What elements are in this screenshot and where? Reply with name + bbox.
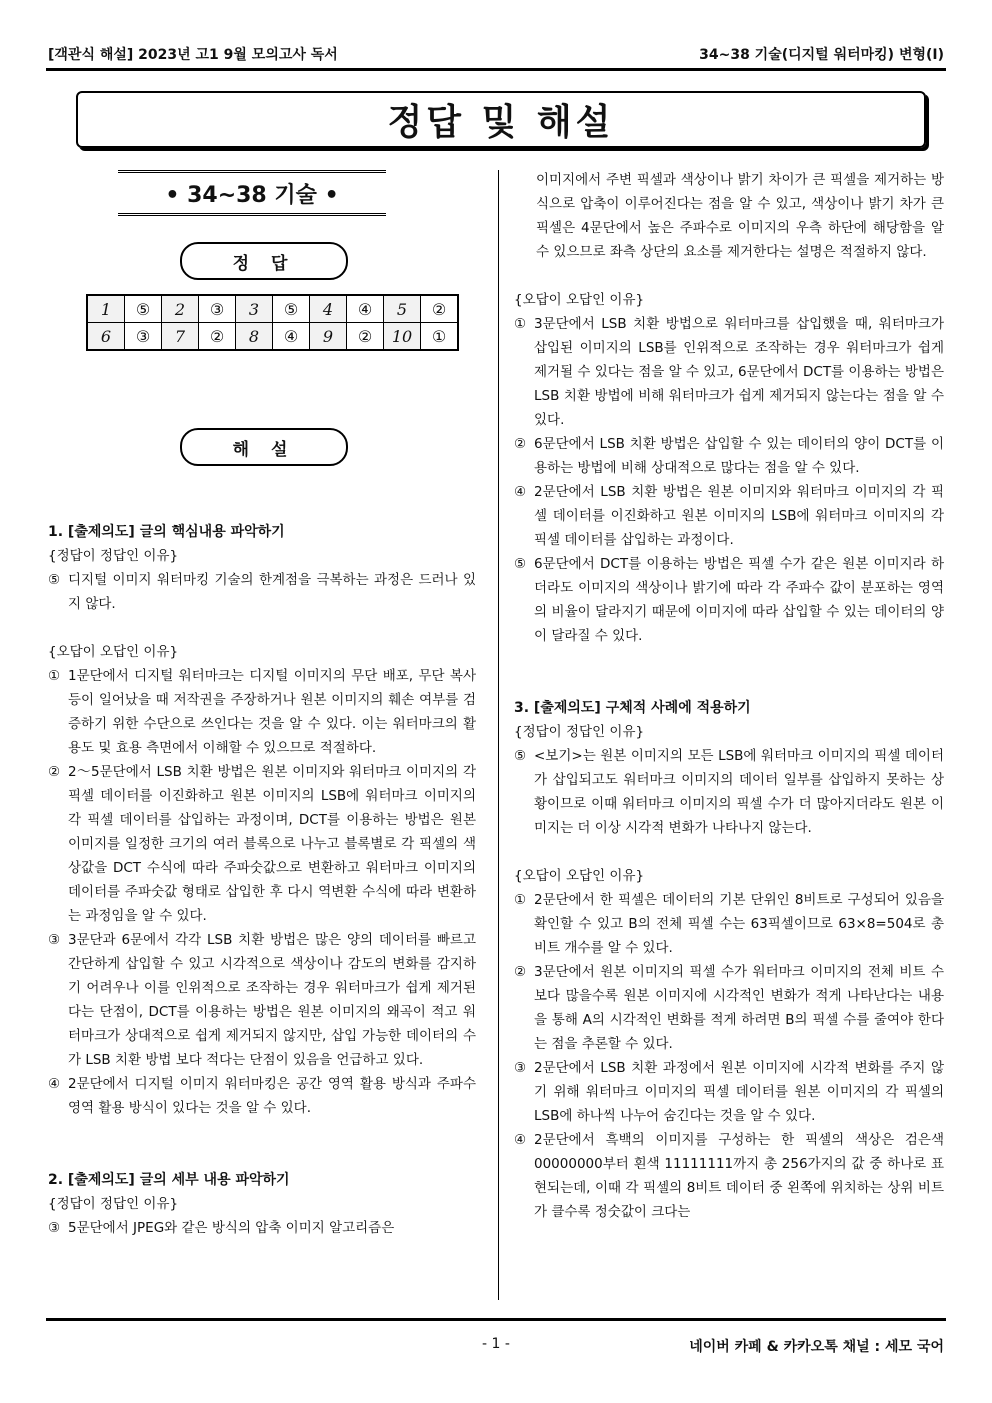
section-title: • 34~38 기술 • <box>118 170 386 216</box>
answer-choice: ⑤ <box>273 295 310 323</box>
explanation-text: 2문단에서 LSB 치환 과정에서 원본 이미지에 시각적 변화를 주지 않기 위해 워터마크 이미지의 픽셀 데이터를 원본 이미지의 각 픽셀의 LSB에 하나씩 나누어 숨긴다는 것을 알 수 있다. <box>534 1060 944 1124</box>
choice-mark: ① <box>514 892 527 908</box>
choice-mark: ② <box>514 964 527 980</box>
answer-number: 2 <box>162 295 199 323</box>
explanation-text: 2문단에서 한 픽셀은 데이터의 기본 단위인 8비트로 구성되어 있음을 확인할 수 있고 B의 전체 픽셀 수는 63픽셀이므로 63×8=504로 총 비트 개수를 알 수 있다. <box>534 892 944 956</box>
wrong-reason-label: {오답이 오답인 이유} <box>514 868 645 884</box>
page-title: 정답 및 해설 <box>76 91 926 148</box>
answer-number: 5 <box>384 295 421 323</box>
explanation-text: 6문단에서 DCT를 이용하는 방법은 픽셀 수가 같은 원본 이미지라 하더라도 이미지의 색상이나 밝기에 따라 각 주파수 값이 분포하는 영역의 비율이 달라지기 때문에 이미지에 따라 삽입할 수 있는 데이터의 양이 달라질 수 있다. <box>534 556 944 644</box>
top-rule <box>46 68 946 71</box>
answer-choice: ⑤ <box>125 295 162 323</box>
answer-choice: ③ <box>199 295 236 323</box>
correct-reason-label: {정답이 정답인 이유} <box>514 724 645 740</box>
answer-choice: ② <box>347 323 384 351</box>
answer-row <box>87 295 458 323</box>
answer-choice: ④ <box>273 323 310 351</box>
header-right: 34~38 기술(디지털 워터마킹) 변형(I) <box>699 47 944 63</box>
explanation-text: 6문단에서 LSB 치환 방법은 삽입할 수 있는 데이터의 양이 DCT를 이용하는 방법에 비해 상대적으로 많다는 점을 알 수 있다. <box>534 436 944 476</box>
question-1-title: 1. [출제의도] 글의 핵심내용 파악하기 <box>48 524 285 540</box>
choice-mark: ① <box>514 316 527 332</box>
list-item <box>48 760 476 928</box>
answer-table <box>86 294 459 351</box>
list-item <box>48 1216 476 1240</box>
explanation-text: 3문단에서 LSB 치환 방법으로 워터마크를 삽입했을 때, 워터마크가 삽입된 이미지의 LSB를 인위적으로 조작하는 경우 워터마크가 쉽게 제거될 수 있다는 점을 알 수 있고, 6문단에서 DCT를 이용하는 방법은 LSB 치환 방법에 비해 워터마크가 쉽게 제거되지 않는다는 점을 알 수 있다. <box>534 316 944 428</box>
choice-mark: ③ <box>48 1220 61 1236</box>
answer-label: 정 답 <box>180 242 348 280</box>
correct-reason-label: {정답이 정답인 이유} <box>48 548 179 564</box>
choice-mark: ④ <box>48 1076 61 1092</box>
bottom-rule <box>46 1318 946 1321</box>
question-3-title: 3. [출제의도] 구체적 사례에 적용하기 <box>514 700 751 716</box>
list-item <box>48 568 476 616</box>
question-2-title: 2. [출제의도] 글의 세부 내용 파악하기 <box>48 1172 290 1188</box>
list-item <box>514 744 944 840</box>
column-divider <box>498 170 499 1300</box>
answer-number: 7 <box>162 323 199 351</box>
list-item <box>514 888 944 960</box>
answer-choice: ④ <box>347 295 384 323</box>
answer-choice: ③ <box>125 323 162 351</box>
page-number: - 1 - <box>482 1336 510 1352</box>
wrong-reason-label: {오답이 오답인 이유} <box>48 644 179 660</box>
explanation-text: 3문단에서 원본 이미지의 픽셀 수가 워터마크 이미지의 전체 비트 수보다 많을수록 원본 이미지에 시각적인 변화가 적게 나타난다는 내용을 통해 A의 시각적인 변화를 적게 하려면 B의 픽셀 수를 줄여야 한다는 점을 추론할 수 있다. <box>534 964 944 1052</box>
answer-number: 3 <box>236 295 273 323</box>
explanation-text: 2문단에서 디지털 이미지 워터마킹은 공간 영역 활용 방식과 주파수 영역 활용 방식이 있다는 것을 알 수 있다. <box>68 1076 476 1116</box>
footer-credit: 네이버 카페 & 카카오톡 채널 : 세모 국어 <box>689 1339 944 1355</box>
correct-reason-label: {정답이 정답인 이유} <box>48 1196 179 1212</box>
list-item <box>514 960 944 1056</box>
answer-number: 1 <box>87 295 125 323</box>
answer-choice: ② <box>421 295 459 323</box>
answer-number: 6 <box>87 323 125 351</box>
explanation-text: 2～5문단에서 LSB 치환 방법은 원본 이미지와 워터마크 이미지의 각 픽셀 데이터를 이진화하고 원본 이미지의 LSB에 워터마크 이미지의 각 픽셀 데이터를 삽입하는 과정이며, DCT를 이용하는 방법은 원본 이미지를 일정한 크기의 여러 블록으로 나누고 블록별로 각 픽셀의 색상값을 DCT 수식에 따라 주파숫값으로 변환하고 워터마크 이미지의 데이터를 주파숫값 형태로 삽입한 후 다시 역변환 수식에 따라 변환하는 과정임을 알 수 있다. <box>68 764 476 924</box>
continued-text: 이미지에서 주변 픽셀과 색상이나 밝기 차이가 큰 픽셀을 제거하는 방식으로 압축이 이루어진다는 점을 알 수 있고, 색상이나 밝기 차가 큰 픽셀은 4문단에서 높은 주파수로 이미지의 우측 하단에 해당함을 알 수 있으므로 좌측 상단의 요소를 제거한다는 설명은 적절하지 않다. <box>536 172 944 260</box>
left-column <box>48 520 476 1240</box>
list-item <box>514 552 944 648</box>
list-item <box>514 312 944 432</box>
choice-mark: ③ <box>48 932 61 948</box>
list-item <box>48 664 476 760</box>
choice-mark: ④ <box>514 484 527 500</box>
list-item <box>48 1072 476 1120</box>
answer-row <box>87 323 458 351</box>
choice-mark: ⑤ <box>48 572 61 588</box>
explanation-label: 해 설 <box>180 428 348 466</box>
wrong-reason-label: {오답이 오답인 이유} <box>514 292 645 308</box>
choice-mark: ④ <box>514 1132 527 1148</box>
list-item <box>514 432 944 480</box>
choice-mark: ⑤ <box>514 556 527 572</box>
answer-number: 9 <box>310 323 347 351</box>
choice-mark: ① <box>48 668 61 684</box>
explanation-text: 디지털 이미지 워터마킹 기술의 한계점을 극복하는 과정은 드러나 있지 않다. <box>68 572 476 612</box>
answer-choice: ② <box>199 323 236 351</box>
list-item <box>514 480 944 552</box>
answer-number: 4 <box>310 295 347 323</box>
explanation-text: <보기>는 원본 이미지의 모든 LSB에 워터마크 이미지의 픽셀 데이터가 삽입되고도 워터마크 이미지의 데이터 일부를 삽입하지 못하는 상황이므로 이때 워터마크 이미지의 픽셀 수가 더 많아지더라도 원본 이미지는 더 이상 시각적 변화가 나타나지 않는다. <box>534 748 944 836</box>
list-item <box>514 1056 944 1128</box>
explanation-text: 1문단에서 디지털 워터마크는 디지털 이미지의 무단 배포, 무단 복사 등이 일어났을 때 저작권을 주장하거나 원본 이미지의 훼손 여부를 검증하기 위한 수단으로 쓰인다는 것을 알 수 있다. 이는 워터마크의 활용도 및 효용 측면에서 이해할 수 있으므로 적절하다. <box>68 668 476 756</box>
header-left: [객관식 해설] 2023년 고1 9월 모의고사 독서 <box>48 47 338 63</box>
choice-mark: ⑤ <box>514 748 527 764</box>
choice-mark: ② <box>514 436 527 452</box>
right-column <box>514 168 944 1224</box>
answer-number: 10 <box>384 323 421 351</box>
list-item <box>48 928 476 1072</box>
explanation-text: 2문단에서 흑백의 이미지를 구성하는 한 픽셀의 색상은 검은색 00000000부터 흰색 11111111까지 총 256가지의 값 중 하나로 표현되는데, 이때 각 픽셀의 8비트 데이터 중 왼쪽에 위치하는 상위 비트가 클수록 정숫값이 크다는 <box>534 1132 944 1220</box>
list-item <box>514 1128 944 1224</box>
choice-mark: ② <box>48 764 61 780</box>
explanation-text: 5문단에서 JPEG와 같은 방식의 압축 이미지 알고리즘은 <box>68 1220 395 1236</box>
answer-number: 8 <box>236 323 273 351</box>
explanation-text: 2문단에서 LSB 치환 방법은 원본 이미지와 워터마크 이미지의 각 픽셀 데이터를 이진화하고 원본 이미지의 LSB에 워터마크 이미지의 각 픽셀 데이터를 삽입하는 과정이다. <box>534 484 944 548</box>
explanation-text: 3문단과 6문에서 각각 LSB 치환 방법은 많은 양의 데이터를 빠르고 간단하게 삽입할 수 있고 시각적으로 색상이나 감도의 변화를 감지하기 어려우나 이를 인위적으로 조작하는 경우 워터마크가 쉽게 제거된다는 단점이, DCT를 이용하는 방법은 원본 이미지의 왜곡이 적고 워터마크가 상대적으로 쉽게 제거되지 않지만, 삽입 가능한 데이터의 수가 LSB 치환 방법 보다 적다는 단점이 있음을 언급하고 있다. <box>68 932 476 1068</box>
answer-choice: ① <box>421 323 459 351</box>
choice-mark: ③ <box>514 1060 527 1076</box>
